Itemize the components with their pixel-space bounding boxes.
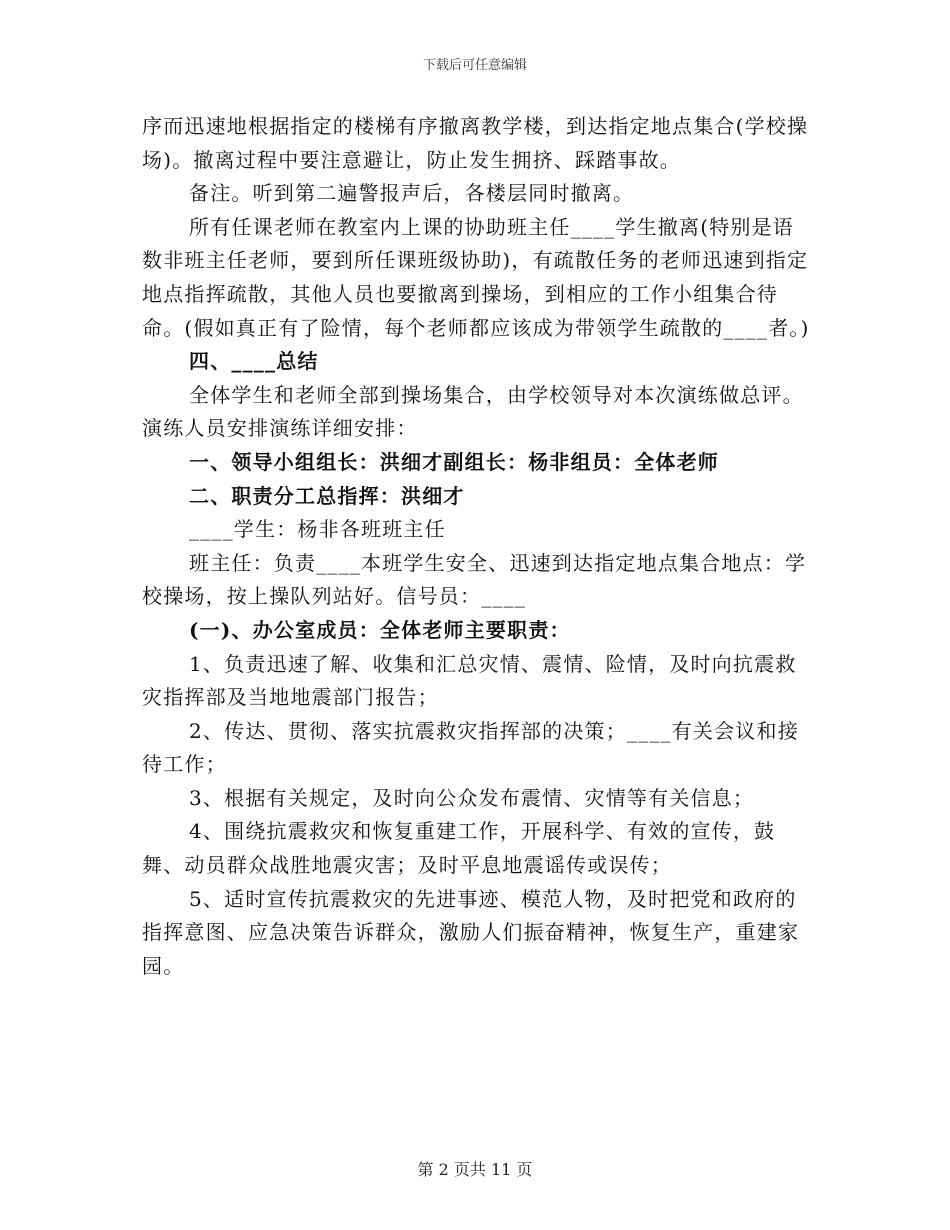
paragraph-9: 班主任：负责____本班学生安全、迅速到达指定地点集合地点：学校操场，按上操队列站好。信号员：____ (142, 550, 807, 609)
section-heading-leadership: 一、领导小组组长：洪细才副组长：杨非组员：全体老师 (189, 449, 719, 474)
section-heading-duties: 二、职责分工总指挥：洪细才 (189, 483, 465, 508)
section-heading-summary: 四、____总结 (189, 349, 319, 374)
document-body (142, 110, 810, 983)
paragraph-5: 全体学生和老师全部到操场集合，由学校领导对本次演练做总评。演练人员安排演练详细安排： (142, 382, 804, 441)
paragraph-3: 所有任课老师在教室内上课的协助班主任____学生撤离(特别是语数非班主任老师，要到所任课班级协助)，有疏散任务的老师迅速到指定地点指挥疏散，其他人员也要撤离到操场，到相应的工作小组集合待命。(假如真正有了险情，每个老师都应该成为带领学生疏散的____者。) (142, 214, 810, 340)
page-footer: 第 2 页共 11 页 (417, 1160, 533, 1179)
paragraph-2: 备注。听到第二遍警报声后，各楼层同时撤离。 (189, 181, 635, 206)
list-item-4: 4、围绕抗震救灾和恢复重建工作，开展科学、有效的宣传，鼓舞、动员群众战胜地震灾害；及时平息地震谣传或误传； (142, 819, 776, 878)
paragraph-8: ____学生：杨非各班班主任 (189, 517, 446, 542)
list-item-5: 5、适时宣传抗震救灾的先进事迹、模范人物，及时把党和政府的指挥意图、应急决策告诉群众，激励人们振奋精神，恢复生产，重建家园。 (142, 886, 800, 978)
list-item-1: 1、负责迅速了解、收集和汇总灾情、震情、险情，及时向抗震救灾指挥部及当地地震部门报告； (142, 651, 797, 710)
page-header: 下载后可任意编辑 (422, 58, 527, 73)
list-item-3: 3、根据有关规定，及时向公众发布震情、灾情等有关信息； (189, 785, 755, 810)
list-item-2: 2、传达、贯彻、落实抗震救灾指挥部的决策；____有关会议和接待工作； (142, 718, 799, 777)
section-heading-office: (一)、办公室成员：全体老师主要职责： (189, 617, 571, 642)
paragraph-1: 序而迅速地根据指定的楼梯有序撤离教学楼，到达指定地点集合(学校操场)。撤离过程中要注意避让，防止发生拥挤、踩踏事故。 (142, 114, 809, 172)
